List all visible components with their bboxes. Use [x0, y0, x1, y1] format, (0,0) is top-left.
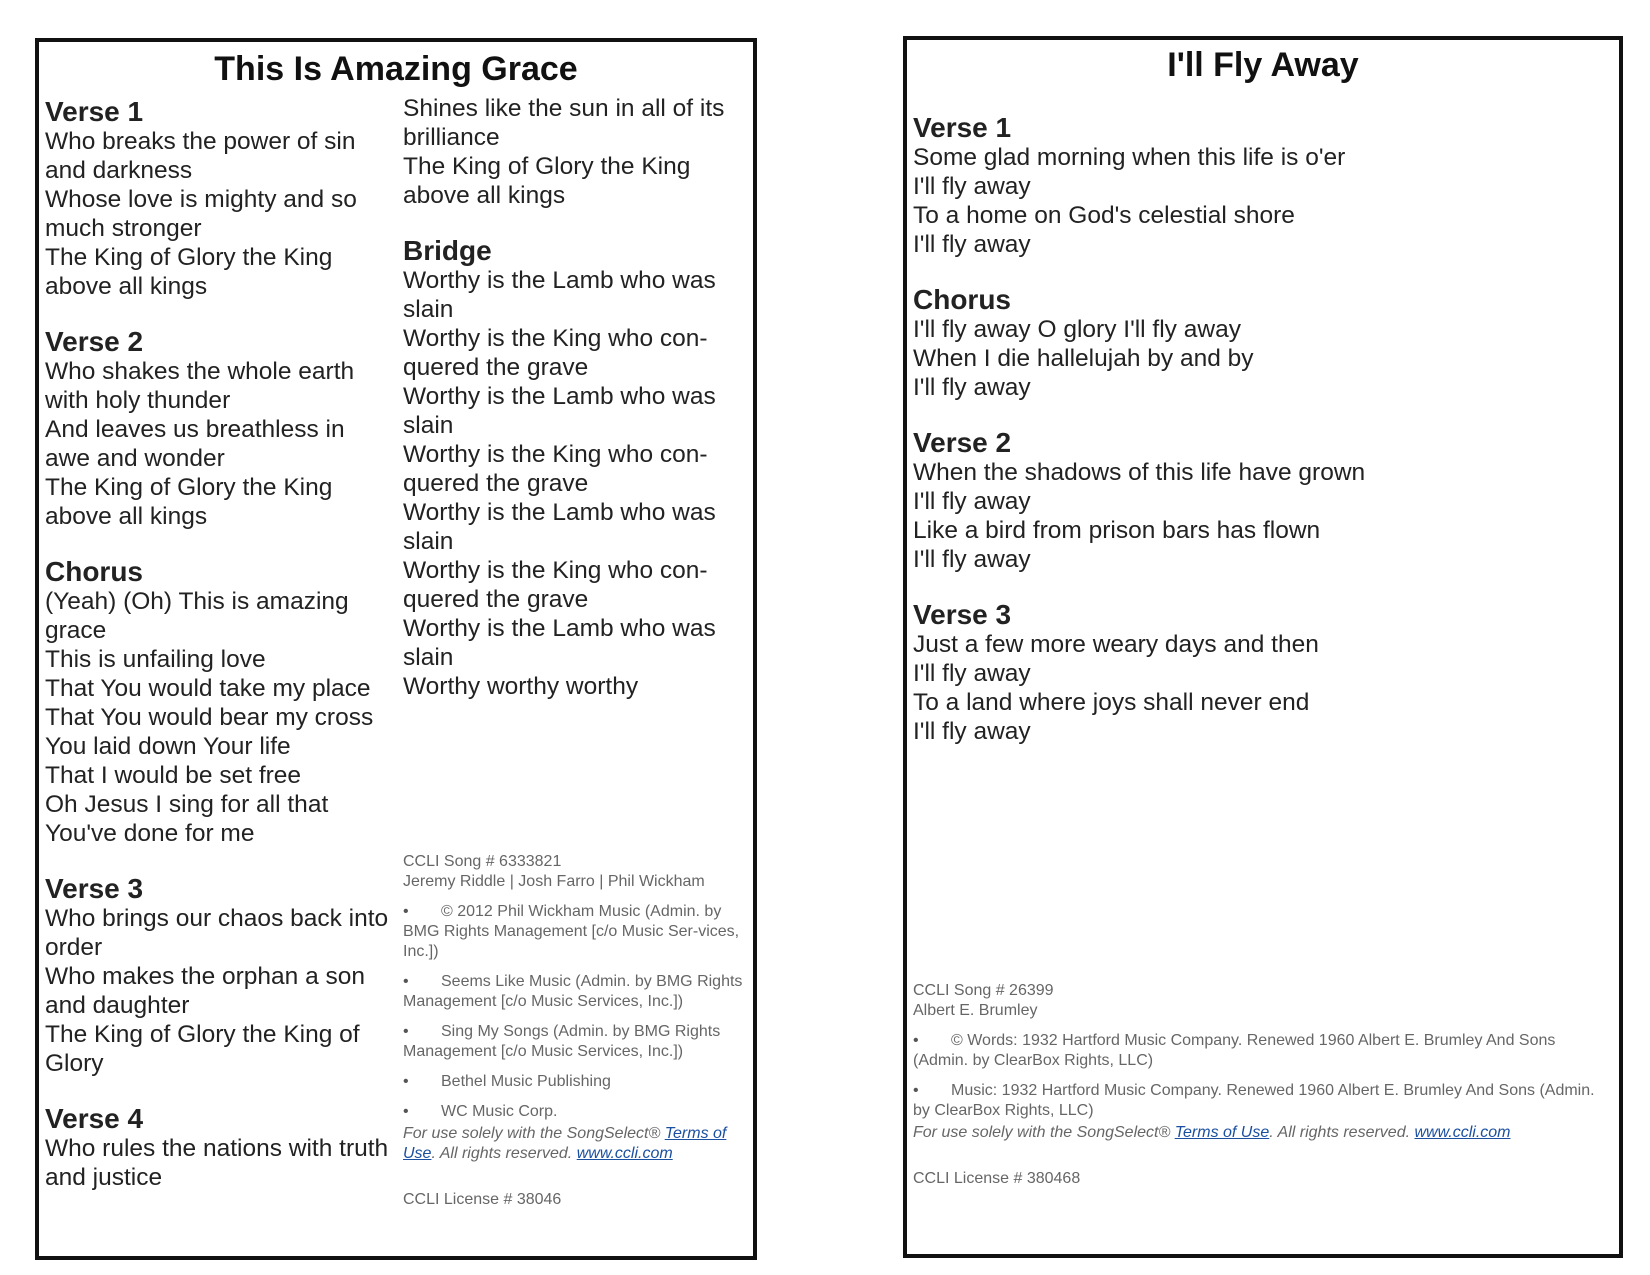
lyric-line: I'll fly away	[913, 546, 1031, 573]
terms-suffix: . All rights reserved.	[431, 1145, 573, 1162]
lyric-line: Who shakes the whole earth with holy thunder	[45, 358, 355, 414]
song-title: This Is Amazing Grace	[214, 50, 578, 88]
song-section	[403, 235, 745, 701]
lyric-line: The King of Glory the King above all kings	[403, 153, 691, 209]
credit-text: Seems Like Music (Admin. by BMG Rights Management [c/o Music Services, Inc.])	[403, 973, 743, 1010]
lyric-line: The King of Glory the King of Glory	[45, 1021, 360, 1077]
section-title: Chorus	[913, 284, 1011, 315]
ccli-license-number: CCLI License # 38046	[403, 1191, 562, 1208]
lyric-line: Worthy is the Lamb who was slain	[403, 499, 716, 555]
lyric-line: I'll fly away	[913, 488, 1031, 515]
lyric-line: Who makes the orphan a son and daughter	[45, 963, 366, 1019]
song-sheet-amazing-grace	[35, 38, 757, 1260]
copyright-footer	[913, 981, 1613, 1189]
song-sheet-fly-away	[903, 36, 1623, 1258]
bullet-icon: •	[403, 1023, 409, 1040]
section-title: Chorus	[45, 556, 143, 587]
lyric-line: You laid down Your life	[45, 733, 291, 760]
terms-prefix: For use solely with the SongSelect®	[403, 1125, 661, 1142]
section-title: Verse 2	[913, 427, 1012, 458]
song-section	[913, 112, 1603, 259]
section-title: Verse 3	[45, 873, 144, 904]
ccli-site-link[interactable]: www.ccli.com	[576, 1145, 673, 1162]
section-title: Bridge	[403, 235, 492, 266]
terms-suffix: . All rights reserved.	[1269, 1124, 1411, 1141]
lyrics-column	[913, 112, 1603, 771]
song-authors: Jeremy Riddle | Josh Farro | Phil Wickham	[403, 873, 705, 890]
lyric-line: Who rules the nations with truth and justice	[45, 1135, 389, 1191]
terms-notice	[403, 1124, 743, 1164]
lyric-line: Who brings our chaos back into order	[45, 905, 389, 961]
song-section	[45, 873, 390, 1078]
section-title: Verse 1	[45, 96, 144, 127]
lyrics-column-2	[403, 94, 745, 726]
lyric-line: Some glad morning when this life is o'er	[913, 144, 1346, 171]
ccli-song-number: CCLI Song # 26399	[913, 982, 1054, 999]
song-section	[913, 427, 1603, 574]
section-title: Verse 4	[45, 1103, 144, 1134]
lyric-line: That I would be set free	[45, 762, 302, 789]
ccli-song-number: CCLI Song # 6333821	[403, 853, 562, 870]
song-authors: Albert E. Brumley	[913, 1002, 1038, 1019]
lyric-line: Worthy is the Lamb who was slain	[403, 615, 716, 671]
lyric-line: To a home on God's celestial shore	[913, 202, 1295, 229]
bullet-icon: •	[403, 903, 409, 920]
lyric-line: This is unfailing love	[45, 646, 266, 673]
bullet-icon: •	[403, 973, 409, 990]
credit-text: © Words: 1932 Hartford Music Company. Renewed 1960 Albert E. Brumley And Sons (Admin. by ClearBox Rights, LLC)	[913, 1032, 1556, 1069]
ccli-site-link[interactable]: www.ccli.com	[1414, 1124, 1511, 1141]
lyric-line: I'll fly away	[913, 660, 1031, 687]
lyric-line: Worthy is the King who con-quered the grave	[403, 325, 708, 381]
song-title: I'll Fly Away	[1167, 46, 1359, 84]
lyric-line: That You would bear my cross	[45, 704, 374, 731]
terms-notice	[913, 1123, 1613, 1143]
song-section	[45, 96, 390, 301]
lyric-line: Oh Jesus I sing for all that You've done for me	[45, 791, 329, 847]
bullet-icon: •	[913, 1032, 919, 1049]
credit-text: Bethel Music Publishing	[441, 1073, 611, 1090]
lyric-line: Worthy is the Lamb who was slain	[403, 383, 716, 439]
lyric-line: The King of Glory the King above all kings	[45, 244, 333, 300]
lyric-line: Worthy is the Lamb who was slain	[403, 267, 716, 323]
section-title: Verse 3	[913, 599, 1012, 630]
lyric-line: To a land where joys shall never end	[913, 689, 1310, 716]
lyric-line: Whose love is mighty and so much stronger	[45, 186, 357, 242]
song-section	[913, 284, 1603, 402]
lyric-line: I'll fly away	[913, 718, 1031, 745]
credit-text: WC Music Corp.	[441, 1103, 558, 1120]
lyric-line: The King of Glory the King above all kings	[45, 474, 333, 530]
lyric-line: Worthy worthy worthy	[403, 673, 639, 700]
bullet-icon: •	[913, 1082, 919, 1099]
lyrics-column-1	[45, 96, 390, 1217]
lyric-line: I'll fly away	[913, 231, 1031, 258]
copyright-credit	[913, 1031, 1613, 1071]
lyric-line: Shines like the sun in all of its brilliance	[403, 95, 725, 151]
song-section	[913, 599, 1603, 746]
copyright-credit	[403, 1102, 743, 1122]
credit-text: Sing My Songs (Admin. by BMG Rights Management [c/o Music Services, Inc.])	[403, 1023, 721, 1060]
section-title: Verse 2	[45, 326, 144, 357]
copyright-credit	[403, 972, 743, 1012]
song-section	[45, 326, 390, 531]
copyright-credit	[403, 1072, 743, 1092]
lyric-line: Worthy is the King who con-quered the grave	[403, 557, 708, 613]
lyric-line: I'll fly away	[913, 374, 1031, 401]
bullet-icon: •	[403, 1103, 409, 1120]
lyric-line: And leaves us breathless in awe and wonder	[45, 416, 345, 472]
terms-of-use-link[interactable]: Terms of Use	[1174, 1124, 1270, 1141]
lyric-line: Who breaks the power of sin and darkness	[45, 128, 356, 184]
lyric-line: Just a few more weary days and then	[913, 631, 1319, 658]
lyric-line: I'll fly away O glory I'll fly away	[913, 316, 1241, 343]
copyright-footer	[403, 852, 743, 1210]
credit-text: Music: 1932 Hartford Music Company. Renewed 1960 Albert E. Brumley And Sons (Admin. by ClearBox Rights, LLC)	[913, 1082, 1595, 1119]
lyric-line: When I die hallelujah by and by	[913, 345, 1254, 372]
terms-prefix: For use solely with the SongSelect®	[913, 1124, 1171, 1141]
ccli-license-number: CCLI License # 380468	[913, 1170, 1081, 1187]
bullet-icon: •	[403, 1073, 409, 1090]
song-section-continued	[403, 94, 745, 210]
lyric-line: (Yeah) (Oh) This is amazing grace	[45, 588, 349, 644]
terms-of-use-link[interactable]: Terms of Use	[403, 1125, 727, 1162]
copyright-credit	[403, 1022, 743, 1062]
lyric-line: Worthy is the King who con-quered the grave	[403, 441, 708, 497]
section-title: Verse 1	[913, 112, 1012, 143]
credit-text: © 2012 Phil Wickham Music (Admin. by BMG Rights Management [c/o Music Ser-vices, Inc.])	[403, 903, 740, 960]
lyric-line: That You would take my place	[45, 675, 371, 702]
copyright-credit	[913, 1081, 1613, 1121]
lyric-line: Like a bird from prison bars has flown	[913, 517, 1321, 544]
song-section	[45, 1103, 390, 1192]
copyright-credit	[403, 902, 743, 962]
song-section	[45, 556, 390, 848]
lyric-line: When the shadows of this life have grown	[913, 459, 1366, 486]
lyric-line: I'll fly away	[913, 173, 1031, 200]
